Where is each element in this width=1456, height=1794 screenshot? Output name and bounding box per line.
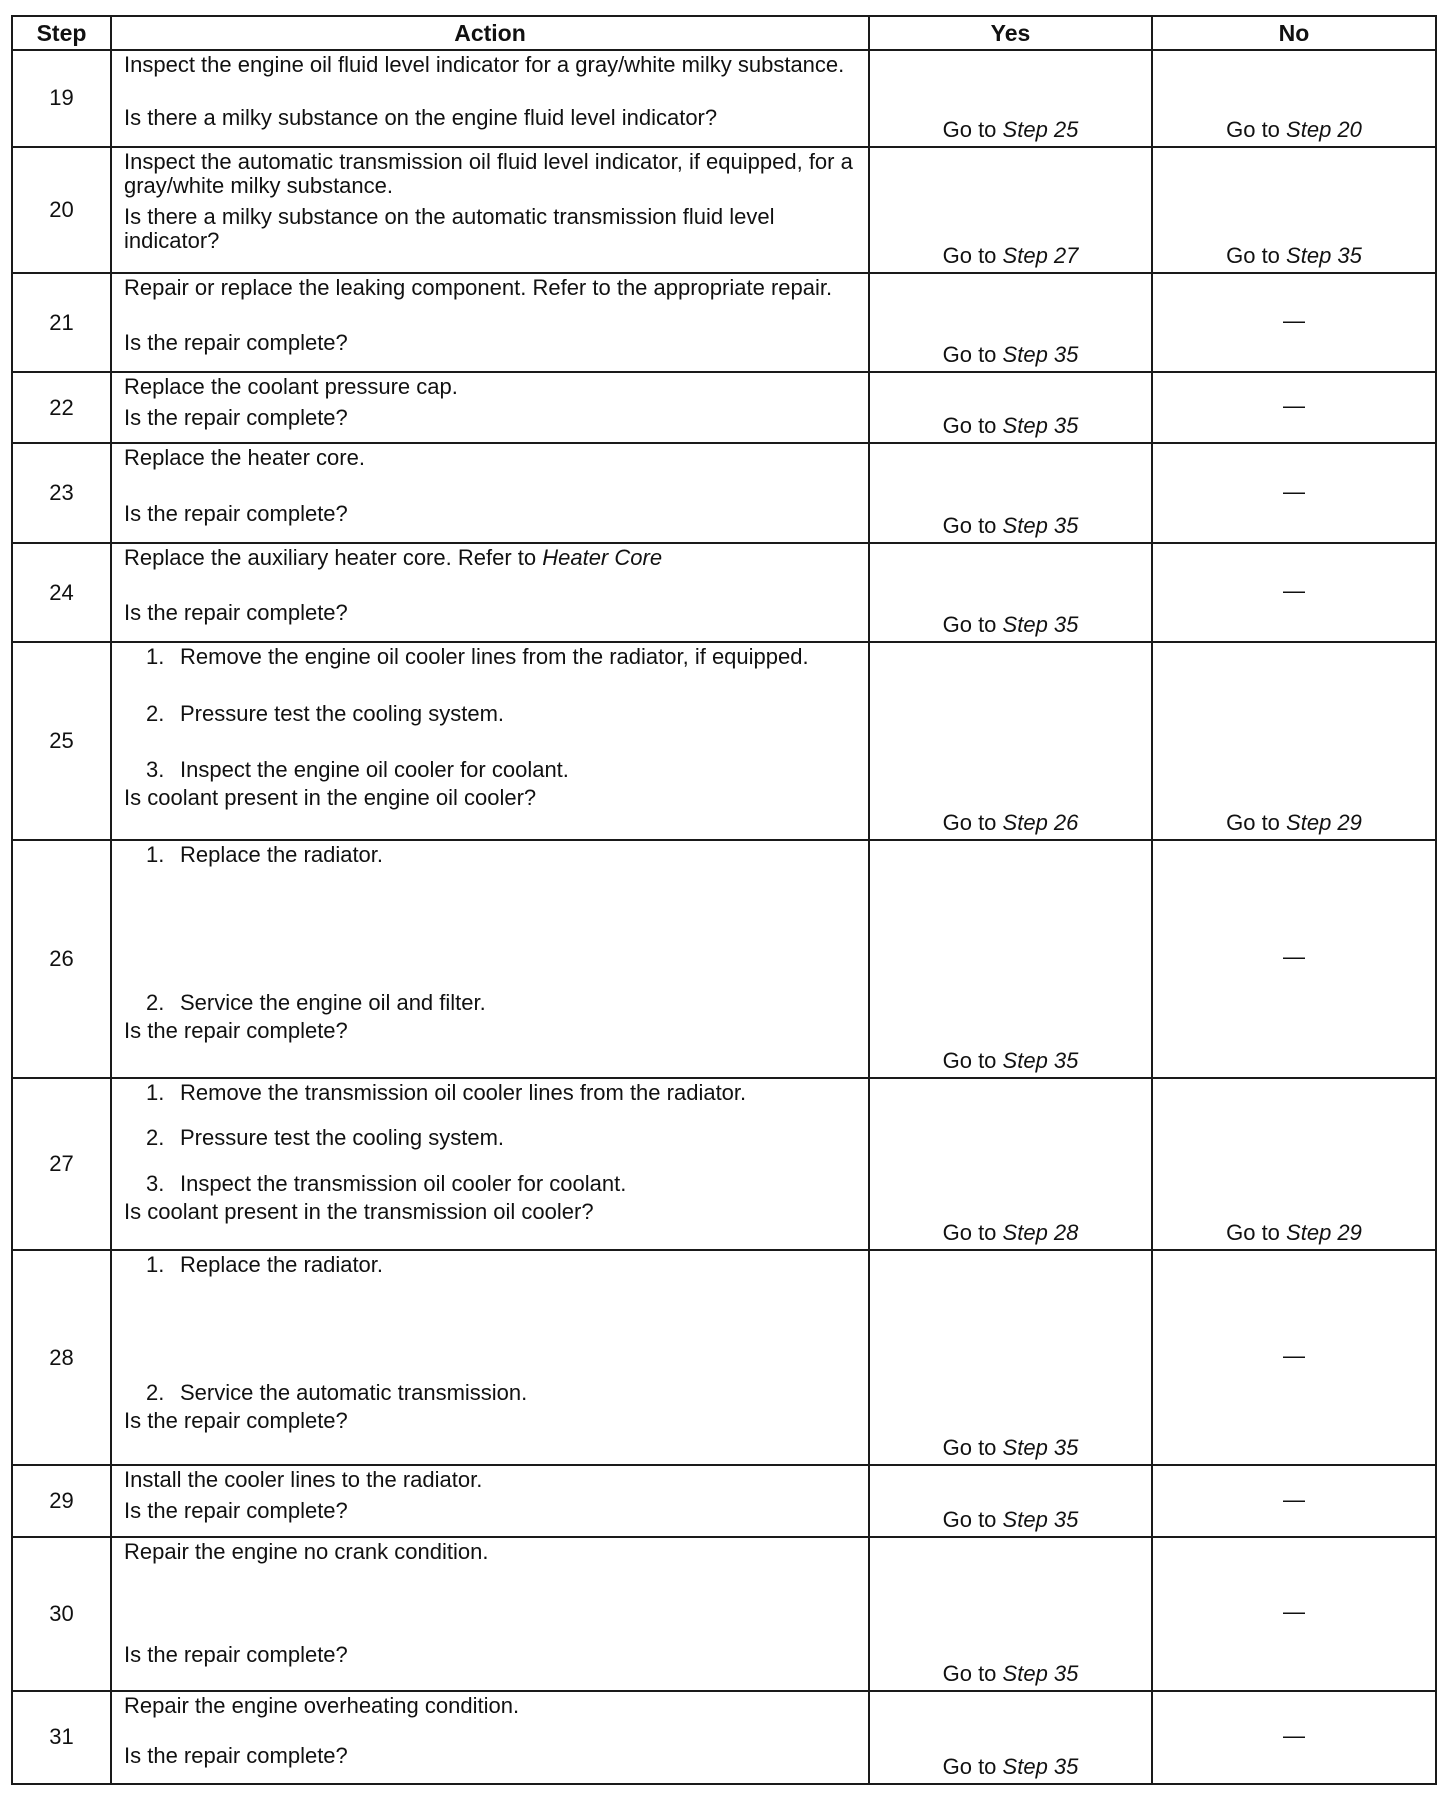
- goto-prefix: Go to: [1226, 809, 1280, 835]
- question-text: Is there a milky substance on the automatic transmission fluid level indicator?: [124, 203, 775, 253]
- goto-prefix: Go to: [1226, 116, 1280, 142]
- action-text: [124, 276, 858, 300]
- step-number: 27: [12, 1078, 111, 1250]
- yes-step-link[interactable]: Step 35: [1002, 1660, 1079, 1686]
- yes-step-link[interactable]: Step 35: [1002, 1047, 1079, 1073]
- yes-step-link[interactable]: Step 26: [1002, 809, 1079, 835]
- yes-step-link[interactable]: Step 35: [1002, 341, 1079, 367]
- not-applicable-dash: —: [1283, 478, 1305, 504]
- yes-step-link[interactable]: Step 35: [1002, 513, 1079, 539]
- action-cell: [111, 840, 869, 1078]
- list-item-text: Pressure test the cooling system.: [180, 700, 505, 726]
- table-row: [12, 642, 1436, 840]
- table-body: [12, 50, 1436, 1784]
- action-text: [124, 1540, 858, 1564]
- list-item-number: 1.: [146, 1079, 165, 1105]
- goto-prefix: Go to: [942, 612, 997, 638]
- action-text-body: Inspect the engine oil fluid level indicator for a gray/white milky substance.: [124, 52, 845, 77]
- step-number: 29: [12, 1465, 111, 1536]
- list-item-text: Replace the radiator.: [180, 841, 384, 867]
- goto-prefix: Go to: [942, 413, 997, 439]
- action-cell: [111, 642, 869, 840]
- no-step-link[interactable]: Step 35: [1286, 243, 1362, 269]
- step-number: 19: [12, 50, 111, 147]
- table-row: [12, 1078, 1436, 1250]
- list-item-text: Inspect the transmission oil cooler for coolant.: [180, 1170, 627, 1196]
- action-cell: [111, 147, 869, 273]
- goto-prefix: Go to: [942, 1660, 997, 1686]
- action-text: [124, 375, 858, 399]
- list-item-text: Remove the transmission oil cooler lines from the radiator.: [180, 1079, 747, 1105]
- action-text-body: Repair the engine no crank condition.: [124, 1538, 489, 1564]
- no-cell: [1152, 1250, 1436, 1465]
- action-text-body: Repair the engine overheating condition.: [124, 1692, 520, 1718]
- question-text: Is the repair complete?: [124, 330, 348, 356]
- list-item-number: 2.: [146, 700, 165, 726]
- header-action: Action: [111, 16, 869, 50]
- list-item-text: Pressure test the cooling system.: [180, 1125, 505, 1151]
- table-row: [12, 1250, 1436, 1465]
- not-applicable-dash: —: [1283, 393, 1305, 419]
- header-row: [12, 16, 1436, 50]
- goto-prefix: Go to: [1226, 1220, 1280, 1246]
- no-cell: [1152, 543, 1436, 642]
- action-text: [124, 446, 858, 470]
- not-applicable-dash: —: [1283, 578, 1305, 604]
- action-cell: [111, 1691, 869, 1784]
- list-item: [124, 1126, 858, 1150]
- list-item-number: 2.: [146, 1380, 165, 1406]
- list-item-number: 1.: [146, 841, 165, 867]
- no-cell: [1152, 443, 1436, 543]
- not-applicable-dash: —: [1283, 1486, 1305, 1512]
- action-cell: [111, 543, 869, 642]
- list-item-text: Remove the engine oil cooler lines from the radiator, if equipped.: [180, 644, 809, 670]
- yes-step-link[interactable]: Step 35: [1002, 1754, 1079, 1779]
- header-yes: Yes: [869, 16, 1152, 50]
- yes-step-link[interactable]: Step 35: [1002, 1506, 1079, 1532]
- no-step-link[interactable]: Step 29: [1286, 1220, 1362, 1246]
- not-applicable-dash: —: [1283, 1599, 1305, 1625]
- yes-step-link[interactable]: Step 35: [1002, 1435, 1079, 1461]
- list-item: [124, 1253, 858, 1277]
- question-text: Is the repair complete?: [124, 1408, 348, 1434]
- step-number: 22: [12, 372, 111, 443]
- not-applicable-dash: —: [1283, 1722, 1305, 1748]
- yes-cell: [869, 147, 1152, 273]
- table-row: [12, 1537, 1436, 1691]
- table-row: [12, 50, 1436, 147]
- header-no: No: [1152, 16, 1436, 50]
- goto-prefix: Go to: [942, 1754, 997, 1779]
- no-cell: [1152, 840, 1436, 1078]
- list-item-number: 1.: [146, 1252, 165, 1278]
- action-cell: [111, 50, 869, 147]
- table-row: [12, 147, 1436, 273]
- table-row: [12, 372, 1436, 443]
- action-cell: [111, 443, 869, 543]
- yes-cell: [869, 543, 1152, 642]
- list-item-number: 2.: [146, 989, 165, 1015]
- step-number: 24: [12, 543, 111, 642]
- yes-step-link[interactable]: Step 35: [1002, 612, 1079, 638]
- question-text: Is the repair complete?: [124, 1742, 348, 1768]
- question-text: Is coolant present in the transmission oil cooler?: [124, 1198, 594, 1224]
- action-steps-list: [124, 645, 858, 782]
- question-text: Is the repair complete?: [124, 1017, 348, 1043]
- step-number: 21: [12, 273, 111, 372]
- list-item-number: 3.: [146, 757, 165, 783]
- step-number: 30: [12, 1537, 111, 1691]
- question-text: Is the repair complete?: [124, 1498, 348, 1524]
- table-row: [12, 840, 1436, 1078]
- yes-step-link[interactable]: Step 35: [1002, 413, 1079, 439]
- not-applicable-dash: —: [1283, 1343, 1305, 1369]
- yes-cell: [869, 1250, 1152, 1465]
- table-row: [12, 1465, 1436, 1536]
- list-item-number: 1.: [146, 644, 165, 670]
- diagnostic-table: [11, 15, 1437, 1785]
- question-text: Is the repair complete?: [124, 404, 348, 430]
- action-text: [124, 546, 858, 570]
- goto-prefix: Go to: [1226, 243, 1280, 269]
- not-applicable-dash: —: [1283, 944, 1305, 970]
- list-item: [124, 758, 858, 782]
- action-text-body: Replace the heater core.: [124, 445, 365, 471]
- step-number: 25: [12, 642, 111, 840]
- no-cell: [1152, 273, 1436, 372]
- yes-cell: [869, 840, 1152, 1078]
- list-item-number: 3.: [146, 1170, 165, 1196]
- goto-prefix: Go to: [942, 1506, 997, 1532]
- no-cell: [1152, 1465, 1436, 1536]
- question-text: Is there a milky substance on the engine fluid level indicator?: [124, 105, 718, 130]
- list-item: [124, 1381, 858, 1405]
- step-number: 28: [12, 1250, 111, 1465]
- no-step-link[interactable]: Step 29: [1286, 809, 1362, 835]
- table-row: [12, 1691, 1436, 1784]
- action-cell: [111, 372, 869, 443]
- action-steps-list: [124, 1253, 858, 1405]
- no-cell: [1152, 1537, 1436, 1691]
- yes-cell: [869, 443, 1152, 543]
- question-text: Is the repair complete?: [124, 501, 348, 527]
- table-row: [12, 543, 1436, 642]
- question-text: Is the repair complete?: [124, 1641, 348, 1667]
- list-item: [124, 991, 858, 1015]
- action-steps-list: [124, 1081, 858, 1196]
- step-number: 20: [12, 147, 111, 273]
- list-item: [124, 1081, 858, 1105]
- step-number: 31: [12, 1691, 111, 1784]
- action-text: [124, 1468, 858, 1492]
- yes-cell: [869, 273, 1152, 372]
- yes-cell: [869, 372, 1152, 443]
- yes-cell: [869, 1465, 1152, 1536]
- yes-step-link[interactable]: Step 28: [1002, 1220, 1079, 1246]
- table-row: [12, 443, 1436, 543]
- action-cell: [111, 273, 869, 372]
- no-cell: [1152, 1078, 1436, 1250]
- list-item-text: Service the automatic transmission.: [180, 1380, 528, 1406]
- question-text: Is the repair complete?: [124, 600, 348, 626]
- action-text: [124, 53, 858, 77]
- yes-step-link[interactable]: Step 25: [1002, 116, 1079, 142]
- no-cell: [1152, 50, 1436, 147]
- action-text-body: Replace the coolant pressure cap.: [124, 373, 458, 399]
- yes-cell: [869, 1537, 1152, 1691]
- not-applicable-dash: —: [1283, 308, 1305, 333]
- list-item-number: 2.: [146, 1125, 165, 1151]
- list-item-text: Service the engine oil and filter.: [180, 989, 486, 1015]
- action-text-body: Install the cooler lines to the radiator.: [124, 1467, 483, 1493]
- goto-prefix: Go to: [942, 116, 997, 142]
- yes-cell: [869, 50, 1152, 147]
- step-number: 26: [12, 840, 111, 1078]
- no-cell: [1152, 1691, 1436, 1784]
- goto-prefix: Go to: [942, 1047, 997, 1073]
- goto-prefix: Go to: [942, 243, 997, 269]
- action-cell: [111, 1078, 869, 1250]
- list-item: [124, 843, 858, 867]
- goto-prefix: Go to: [942, 513, 997, 539]
- yes-cell: [869, 1691, 1152, 1784]
- action-cell: [111, 1465, 869, 1536]
- header-step: Step: [12, 16, 111, 50]
- goto-prefix: Go to: [942, 1435, 997, 1461]
- step-number: 23: [12, 443, 111, 543]
- no-cell: [1152, 372, 1436, 443]
- yes-cell: [869, 642, 1152, 840]
- question-text: Is coolant present in the engine oil cooler?: [124, 785, 537, 811]
- goto-prefix: Go to: [942, 1220, 997, 1246]
- action-text: [124, 150, 858, 198]
- no-cell: [1152, 642, 1436, 840]
- table-row: [12, 273, 1436, 372]
- action-text: [124, 1694, 858, 1718]
- action-text-body: Replace the auxiliary heater core. Refer to: [124, 545, 543, 571]
- action-text-body: Inspect the automatic transmission oil fluid level indicator, if equipped, for a gray/white milky substance.: [124, 148, 853, 198]
- no-cell: [1152, 147, 1436, 273]
- goto-prefix: Go to: [942, 809, 997, 835]
- action-cell: [111, 1250, 869, 1465]
- list-item: [124, 645, 858, 669]
- yes-step-link[interactable]: Step 27: [1002, 243, 1079, 269]
- list-item: [124, 1172, 858, 1196]
- action-cell: [111, 1537, 869, 1691]
- no-step-link[interactable]: Step 20: [1286, 116, 1362, 142]
- yes-cell: [869, 1078, 1152, 1250]
- list-item-text: Inspect the engine oil cooler for coolant.: [180, 757, 569, 783]
- action-reference: Heater Core: [542, 545, 663, 571]
- action-steps-list: [124, 843, 858, 1015]
- list-item-text: Replace the radiator.: [180, 1252, 384, 1278]
- action-text-body: Repair or replace the leaking component. Refer to the appropriate repair.: [124, 275, 833, 301]
- list-item: [124, 702, 858, 726]
- goto-prefix: Go to: [942, 341, 997, 367]
